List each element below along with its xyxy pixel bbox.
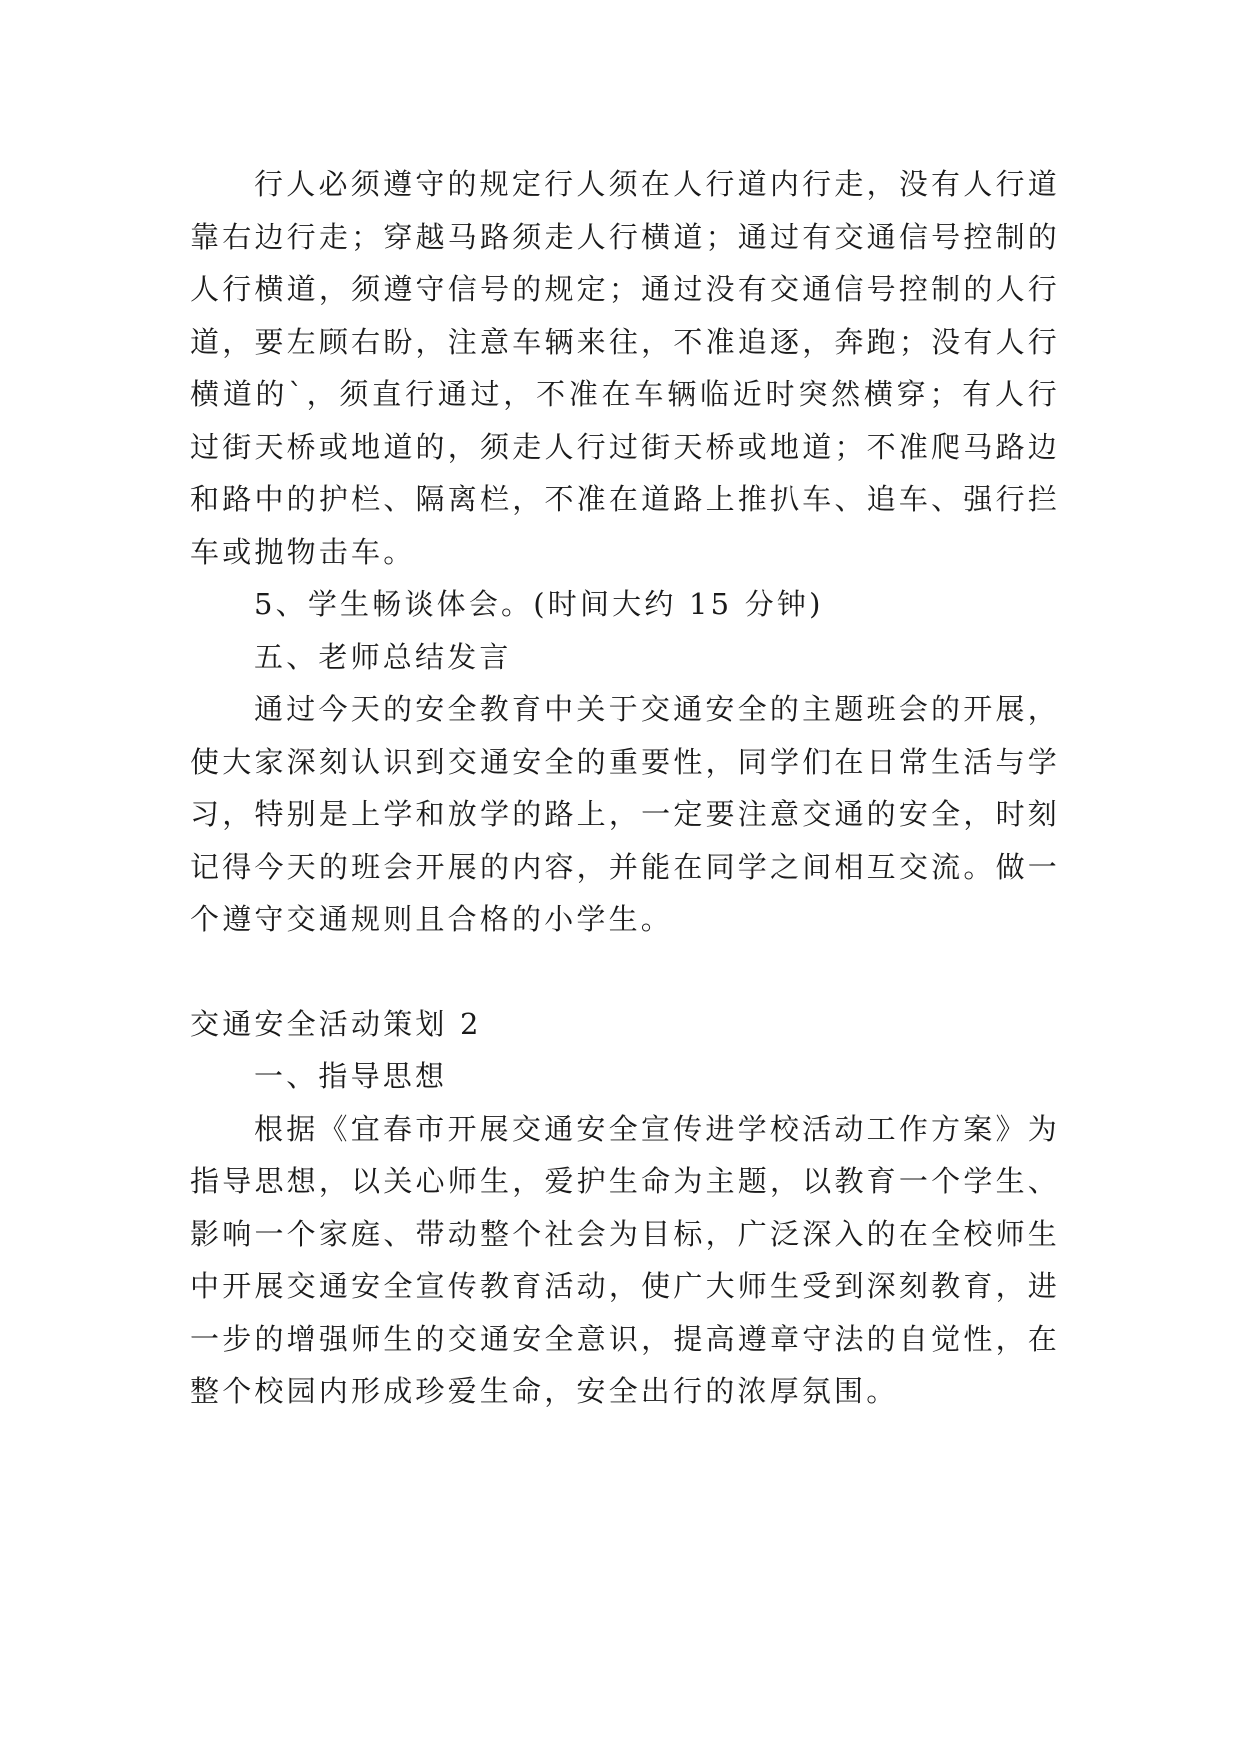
section-title: 交通安全活动策划 2 bbox=[190, 1006, 482, 1041]
paragraph-student-sharing: 5、学生畅谈体会。(时间大约 15 分钟) bbox=[254, 587, 824, 621]
heading-teacher-summary: 五、老师总结发言 bbox=[254, 639, 512, 674]
paragraph-pedestrian-rules: 行人必须遵守的规定行人须在人行道内行走，没有人行道靠右边行走；穿越马路须走人行横道；通过有交通信号控制的人行横道，须遵守信号的规定；通过没有交通信号控制的人行道，要左顾右盼，注意车辆来往，不准追逐，奔跑；没有人行横道的`，须直行通过，不准在车辆临近时突然横穿；有人行过街天桥或地道的，须走人行过街天桥或地道；不准爬马路边和路中的护栏、隔离栏，不准在道路上推扒车、追车、强行拦车或抛物击车。 bbox=[190, 167, 1060, 569]
document-page bbox=[190, 158, 1060, 1418]
heading-guiding-idea: 一、指导思想 bbox=[254, 1059, 448, 1093]
paragraph-guiding-idea: 根据《宜春市开展交通安全宣传进学校活动工作方案》为指导思想，以关心师生，爱护生命为主题，以教育一个学生、影响一个家庭、带动整个社会为目标，广泛深入的在全校师生中开展交通安全宣传教育活动，使广大师生受到深刻教育，进一步的增强师生的交通安全意识，提高遵章守法的自觉性，在整个校园内形成珍爱生命，安全出行的浓厚氛围。 bbox=[190, 1111, 1060, 1408]
paragraph-teacher-summary: 通过今天的安全教育中关于交通安全的主题班会的开展，使大家深刻认识到交通安全的重要性，同学们在日常生活与学习，特别是上学和放学的路上，一定要注意交通的安全，时刻记得今天的班会开展的内容，并能在同学之间相互交流。做一个遵守交通规则且合格的小学生。 bbox=[190, 692, 1060, 936]
